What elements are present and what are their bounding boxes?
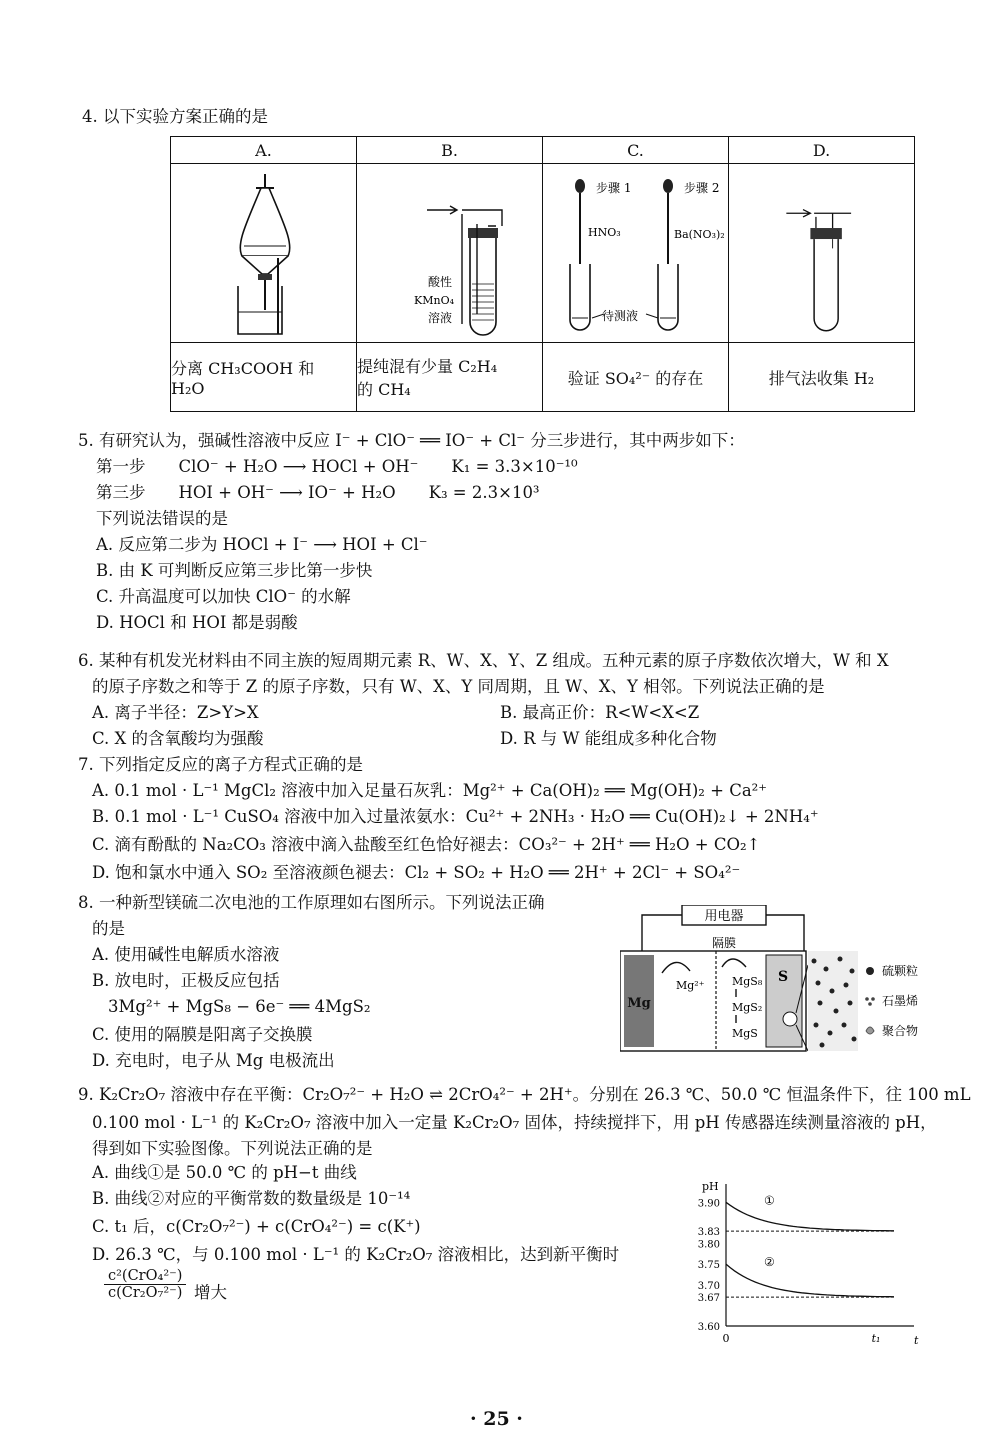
- step2-label: 步骤 2: [684, 181, 720, 195]
- q5-option-d: D. HOCl 和 HOI 都是弱酸: [96, 613, 298, 632]
- mg-label: Mg: [627, 996, 651, 1011]
- reagent-label-kmno4: KMnO₄: [414, 294, 454, 307]
- sample-label: 待测液: [602, 309, 639, 323]
- chart-series: [726, 1193, 894, 1297]
- q5-step1: 第一步 ClO⁻ + H₂O ⟶ HOCl + OH⁻ K₁ = 3.3×10⁻¹⁰: [96, 457, 578, 476]
- q7-stem: 7. 下列指定反应的离子方程式正确的是: [78, 755, 363, 774]
- species-mgs8: MgS₈: [732, 975, 763, 988]
- q9-fraction-tail: 增大: [194, 1283, 227, 1302]
- series-line-2: [726, 1264, 894, 1297]
- series-line-1: [726, 1202, 894, 1231]
- membrane-label: 隔膜: [711, 936, 737, 950]
- q9-option-d: D. 26.3 ℃，与 0.100 mol · L⁻¹ 的 K₂Cr₂O₇ 溶液相比，达到新平衡时: [92, 1245, 620, 1264]
- reagent-label-solution: 溶液: [428, 311, 453, 325]
- y-axis-label: pH: [702, 1180, 719, 1193]
- q5-step3: 第三步 HOI + OH⁻ ⟶ IO⁻ + H₂O K₃ = 2.3×10³: [96, 483, 540, 502]
- y-tick-label: 3.75: [697, 1260, 720, 1272]
- q7-option-d: D. 饱和氯水中通入 SO₂ 至溶液颜色褪去：Cl₂ + SO₂ + H₂O ══ 2H⁺ + 2Cl⁻ + SO₄²⁻: [92, 863, 741, 882]
- q7-option-b: B. 0.1 mol · L⁻¹ CuSO₄ 溶液中加入过量浓氨水：Cu²⁺ + 2NH₃ · H₂O ══ Cu(OH)₂↓ + 2NH₄⁺: [92, 807, 819, 826]
- q5-option-b: B. 由 K 可判断反应第三步比第一步快: [96, 561, 373, 580]
- q9-fraction: [104, 1268, 186, 1301]
- series-label-1: ①: [764, 1193, 775, 1208]
- q4-apparatus-c: [543, 164, 729, 343]
- q6-option-d: D. R 与 W 能组成多种化合物: [500, 729, 717, 748]
- q4-caption-a: 分离 CH₃COOH 和 H₂O: [171, 343, 357, 412]
- q4-caption-d: 排气法收集 H₂: [729, 343, 915, 412]
- step1-label: 步骤 1: [596, 181, 632, 195]
- series-label-2: ②: [764, 1255, 775, 1270]
- q8-option-c: C. 使用的隔膜是阳离子交换膜: [92, 1025, 313, 1044]
- mg-ion-label: Mg²⁺: [676, 979, 705, 992]
- load-label: 用电器: [704, 909, 744, 924]
- q4-header-c: C.: [543, 137, 729, 164]
- q6-stem-1: 6. 某种有机发光材料由不同主族的短周期元素 R、W、X、Y、Z 组成。五种元素的原子序数依次增大，W 和 X: [78, 651, 889, 670]
- page-number: · 25 ·: [470, 1408, 523, 1430]
- q6-stem-2: 的原子序数之和等于 Z 的原子序数，只有 W、X、Y 同周期，且 W、X、Y 相邻。下列说法正确的是: [92, 677, 825, 696]
- chart-ticks: [698, 1198, 881, 1345]
- legend-sulfur: 硫颗粒: [882, 964, 919, 978]
- q5-stem: 5. 有研究认为，强碱性溶液中反应 I⁻ + ClO⁻ ══ IO⁻ + Cl⁻ 分三步进行，其中两步如下：: [78, 431, 745, 450]
- s-label: S: [778, 969, 789, 985]
- q4-header-a: A.: [171, 137, 357, 164]
- q4-header-b: B.: [357, 137, 543, 164]
- q9-fraction-numerator: c²(CrO₄²⁻): [104, 1268, 186, 1285]
- q4-caption-b: 提纯混有少量 C₂H₄ 的 CH₄: [357, 343, 543, 412]
- q8-stem-2: 的是: [92, 919, 125, 938]
- q4-table: [170, 136, 915, 412]
- x-axis-label: t: [914, 1334, 919, 1347]
- y-tick-label: 3.83: [697, 1227, 720, 1239]
- q9-stem-1: 9. K₂Cr₂O₇ 溶液中存在平衡：Cr₂O₇²⁻ + H₂O ⇌ 2CrO₄²⁻ + 2H⁺。分别在 26.3 ℃、50.0 ℃ 恒温条件下，往 100 mL: [78, 1085, 971, 1104]
- gas-collection-tube-illustration: [729, 164, 914, 342]
- x-tick-label: 0: [722, 1332, 730, 1345]
- q4-caption-c: 验证 SO₄²⁻ 的存在: [543, 343, 729, 412]
- y-tick-label: 3.67: [697, 1293, 720, 1305]
- q7-option-c: C. 滴有酚酞的 Na₂CO₃ 溶液中滴入盐酸至红色恰好褪去：CO₃²⁻ + 2H⁺ ══ H₂O + CO₂↑: [92, 835, 761, 854]
- q6-option-a: A. 离子半径：Z>Y>X: [92, 703, 259, 722]
- q9-option-a: A. 曲线①是 50.0 ℃ 的 pH−t 曲线: [92, 1163, 357, 1182]
- y-tick-label: 3.70: [697, 1280, 720, 1292]
- q9-fraction-denominator: c(Cr₂O₇²⁻): [108, 1285, 183, 1301]
- q8-option-a: A. 使用碱性电解质水溶液: [92, 945, 280, 964]
- x-tick-label: t₁: [871, 1332, 881, 1345]
- q6-option-c: C. X 的含氧酸均为强酸: [92, 729, 264, 748]
- q5-ask: 下列说法错误的是: [96, 509, 228, 528]
- legend-graphene: 石墨烯: [882, 994, 919, 1008]
- q4-stem: 4. 以下实验方案正确的是: [82, 107, 268, 126]
- q4-apparatus-b: [357, 164, 543, 343]
- separatory-funnel-illustration: [171, 164, 356, 342]
- y-tick-label: 3.90: [697, 1198, 720, 1210]
- q4-apparatus-d: [729, 164, 915, 343]
- q8-stem-1: 8. 一种新型镁硫二次电池的工作原理如右图所示。下列说法正确: [78, 893, 545, 912]
- species-mgs: MgS: [732, 1027, 758, 1040]
- two-step-test-illustration: [543, 164, 728, 342]
- q7-option-a: A. 0.1 mol · L⁻¹ MgCl₂ 溶液中加入足量石灰乳：Mg²⁺ + Ca(OH)₂ ══ Mg(OH)₂ + Ca²⁺: [92, 781, 768, 800]
- q5-option-a: A. 反应第二步为 HOCl + I⁻ ⟶ HOI + Cl⁻: [96, 535, 428, 554]
- q8-option-b: B. 放电时，正极反应包括: [92, 971, 280, 990]
- q9-stem-3: 得到如下实验图像。下列说法正确的是: [92, 1139, 373, 1158]
- battery-diagram: [620, 905, 940, 1060]
- q6-option-b: B. 最高正价：R<W<X<Z: [500, 703, 700, 722]
- gas-washing-tube-illustration: [357, 164, 542, 342]
- legend-polymer: 聚合物: [882, 1024, 919, 1038]
- species-mgs2: MgS₂: [732, 1001, 763, 1014]
- q5-option-c: C. 升高温度可以加快 ClO⁻ 的水解: [96, 587, 351, 606]
- q8-option-b-equation: 3Mg²⁺ + MgS₈ − 6e⁻ ══ 4MgS₂: [108, 997, 371, 1016]
- y-tick-label: 3.80: [697, 1239, 720, 1251]
- q8-option-d: D. 充电时，电子从 Mg 电极流出: [92, 1051, 335, 1070]
- ph-time-chart: [688, 1178, 928, 1350]
- ba-no3-label: Ba(NO₃)₂: [674, 228, 725, 241]
- hno3-label: HNO₃: [588, 226, 621, 239]
- q4-header-d: D.: [729, 137, 915, 164]
- chart-axes: [702, 1180, 919, 1347]
- reagent-label-acidic: 酸性: [428, 275, 453, 289]
- q4-apparatus-a: [171, 164, 357, 343]
- q9-option-c: C. t₁ 后，c(Cr₂O₇²⁻) + c(CrO₄²⁻) = c(K⁺): [92, 1217, 421, 1236]
- q9-stem-2: 0.100 mol · L⁻¹ 的 K₂Cr₂O₇ 溶液中加入一定量 K₂Cr₂O₇ 固体，持续搅拌下，用 pH 传感器连续测量溶液的 pH，: [92, 1113, 937, 1132]
- q9-option-b: B. 曲线②对应的平衡常数的数量级是 10⁻¹⁴: [92, 1189, 411, 1208]
- y-tick-label: 3.60: [697, 1322, 720, 1333]
